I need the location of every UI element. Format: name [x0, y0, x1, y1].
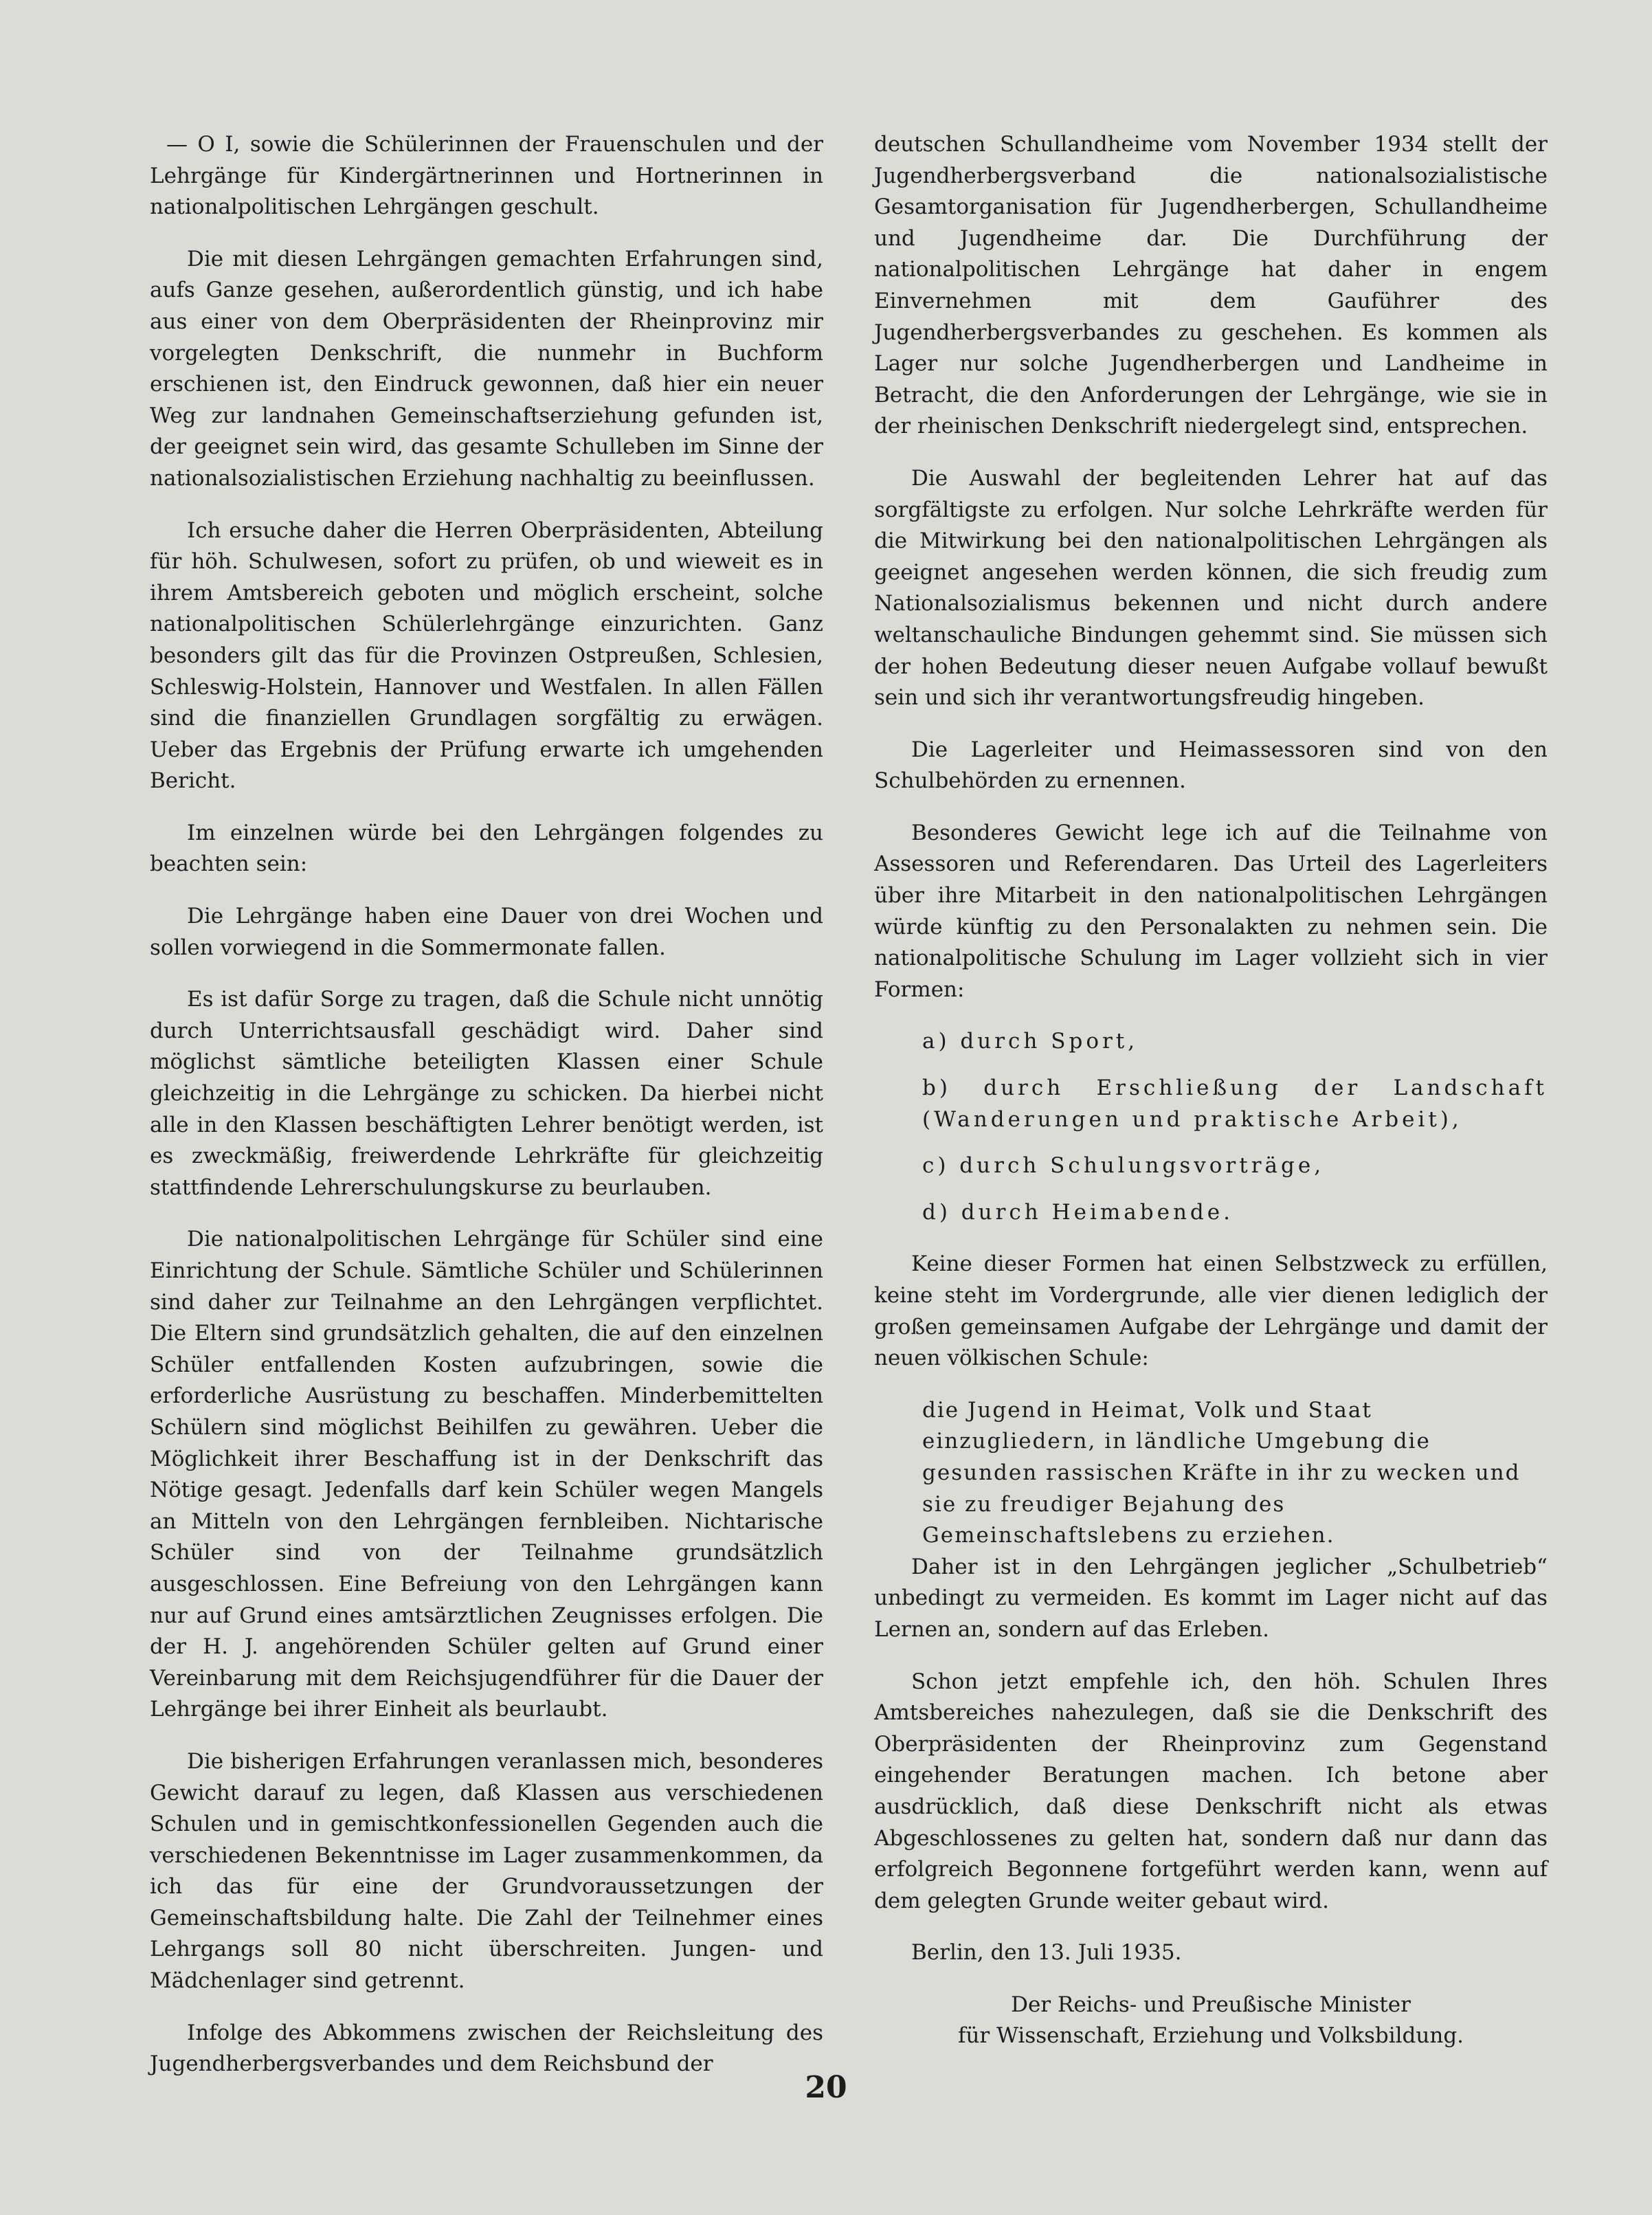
paragraph: Ich ersuche daher die Herren Oberpräsidenten, Abteilung für höh. Schulwesen, sofort zu prüfen, ob und wieweit es in ihrem Amtsbereich geboten und möglich erscheint, solche nationalpolitischen Schülerlehrgänge einzurichten. Ganz besonders gilt das für die Provinzen Ostpreußen, Schlesien, Schleswig-Holstein, Hannover und Westfalen. In allen Fällen sind die finanziellen Grundlagen sorgfältig zu erwägen. Ueber das Ergebnis der Prüfung erwarte ich umgehenden Bericht.: [150, 517, 823, 794]
paragraph: Im einzelnen würde bei den Lehrgängen folgendes zu beachten sein:: [150, 820, 823, 877]
paragraph: Die nationalpolitischen Lehrgänge für Schüler sind eine Einrichtung der Schule. Sämtliche Schüler und Schülerinnen sind daher zur Teilnahme an den Lehrgängen verpflichtet. Die Eltern sind grundsätzlich gehalten, die auf den einzelnen Schüler entfallenden Kosten aufzubringen, sowie die erforderliche Ausrüstung zu beschaffen. Minderbemittelten Schülern sind möglichst Beihilfen zu gewähren. Ueber die Möglichkeit ihrer Beschaffung ist in der Denkschrift das Nötige gesagt. Jedenfalls darf kein Schüler wegen Mangels an Mitteln von den Lehrgängen fernbleiben. Nichtarische Schüler sind von der Teilnahme grundsätzlich ausgeschlossen. Eine Befreiung von den Lehrgängen kann nur auf Grund eines amtsärztlichen Zeugnisses erfolgen. Die der H. J. angehörenden Schüler gelten auf Grund einer Vereinbarung mit dem Reichsjugendführer für die Dauer der Lehrgänge bei ihrer Einheit als beurlaubt.: [150, 1227, 823, 1722]
list-item: a) durch Sport,: [922, 1029, 1139, 1054]
paragraph: Besonderes Gewicht lege ich auf die Teilnahme von Assessoren und Referendaren. Das Urteil des Lagerleiters über ihre Mitarbeit in den nationalpolitischen Lehrgängen würde künftig zu den Personalakten zu nehmen sein. Die nationalpolitische Schulung im Lager vollzieht sich in vier Formen:: [874, 820, 1548, 1002]
paragraph: Die Lehrgänge haben eine Dauer von drei Wochen und sollen vorwiegend in die Sommermonate fallen.: [150, 904, 823, 960]
paragraph: Die Auswahl der begleitenden Lehrer hat auf das sorgfältigste zu erfolgen. Nur solche Lehrkräfte werden für die Mitwirkung bei den nationalpolitischen Lehrgängen als geeignet angesehen werden können, die sich freudig zum Nationalsozialismus bekennen und nicht durch andere weltanschauliche Bindungen gehemmt sind. Sie müssen sich der hohen Bedeutung dieser neuen Aufgabe vollauf bewußt sein und sich ihr verantwortungsfreudig hingeben.: [874, 465, 1548, 711]
paragraph: deutschen Schullandheime vom November 1934 stellt der Jugendherbergsverband die nationalsozialistische Gesamtorganisation für Jugendherbergen, Schullandheime und Jugendheime dar. Die Durchführung der nationalpolitischen Lehrgänge hat daher in engem Einvernehmen mit dem Gauführer des Jugendherbergsverbandes zu geschehen. Es kommen als Lager nur solche Jugendherbergen und Landheime in Betracht, die den Anforderungen der Lehrgänge, wie sie in der rheinischen Denkschrift niedergelegt sind, entsprechen.: [874, 132, 1548, 439]
right-column: [874, 129, 1548, 2052]
block-quote: die Jugend in Heimat, Volk und Staat einzugliedern, in ländliche Umgebung die gesunden rassischen Kräfte in ihr zu wecken und sie zu freudiger Bejahung des Gemeinschaftslebens zu erziehen.: [922, 1397, 1521, 1548]
list-item: c) durch Schulungsvorträge,: [922, 1153, 1325, 1179]
forms-list: [922, 1026, 1548, 1228]
paragraph: Daher ist in den Lehrgängen jeglicher „Schulbetrieb“ unbedingt zu vermeiden. Es kommt im Lager nicht auf das Lernen an, sondern auf das Erleben.: [874, 1554, 1548, 1642]
signature-line-1: Der Reichs- und Preußische Minister: [1011, 1992, 1411, 2017]
paragraph: Die Lagerleiter und Heimassessoren sind von den Schulbehörden zu ernennen.: [874, 737, 1548, 794]
list-item: d) durch Heimabende.: [922, 1199, 1234, 1225]
paragraph: Keine dieser Formen hat einen Selbstzweck zu erfüllen, keine steht im Vordergrunde, alle vier dienen lediglich der großen gemeinsamen Aufgabe der Lehrgänge und damit der neuen völkischen Schule:: [874, 1251, 1548, 1371]
paragraph: Schon jetzt empfehle ich, den höh. Schulen Ihres Amtsbereiches nahezulegen, daß sie die Denkschrift des Oberpräsidenten der Rheinprovinz zum Gegenstand eingehender Beratungen machen. Ich betone aber ausdrücklich, daß diese Denkschrift nicht als etwas Abgeschlossenes zu gelten hat, sondern daß nur dann das erfolgreich Begonnene fortgeführt werden kann, wenn auf dem gelegten Grunde weiter gebaut wird.: [874, 1669, 1548, 1913]
paragraph: Es ist dafür Sorge zu tragen, daß die Schule nicht unnötig durch Unterrichtsausfall geschädigt wird. Daher sind möglichst sämtliche beteiligten Klassen einer Schule gleichzeitig in die Lehrgänge zu schicken. Da hierbei nicht alle in den Klassen beschäftigten Lehrer benötigt werden, ist es zweckmäßig, freiwerdende Lehrkräfte für gleichzeitig stattfindende Lehrerschulungskurse zu beurlauben.: [150, 987, 823, 1200]
paragraph: — O I, sowie die Schülerinnen der Frauenschulen und der Lehrgänge für Kindergärtnerinnen und Hortnerinnen in nationalpolitischen Lehrgängen geschult.: [150, 132, 823, 220]
page-number: 20: [805, 2070, 847, 2105]
left-column: [150, 129, 823, 2101]
date-line: Berlin, den 13. Juli 1935.: [911, 1940, 1182, 1966]
paragraph: Infolge des Abkommens zwischen der Reichsleitung des Jugendherbergsverbandes und dem Reichsbund der: [150, 2020, 823, 2077]
list-item: b) durch Erschließung der Landschaft (Wanderungen und praktische Arbeit),: [922, 1076, 1548, 1132]
signature-line-2: für Wissenschaft, Erziehung und Volksbildung.: [957, 2023, 1464, 2049]
paragraph: Die mit diesen Lehrgängen gemachten Erfahrungen sind, aufs Ganze gesehen, außerordentlich günstig, und ich habe aus einer von dem Oberpräsidenten der Rheinprovinz mir vorgelegten Denkschrift, die nunmehr in Buchform erschienen ist, den Eindruck gewonnen, daß hier ein neuer Weg zur landnahen Gemeinschaftserziehung gefunden ist, der geeignet sein wird, das gesamte Schulleben im Sinne der nationalsozialistischen Erziehung nachhaltig zu beeinflussen.: [150, 246, 823, 491]
paragraph: Die bisherigen Erfahrungen veranlassen mich, besonderes Gewicht darauf zu legen, daß Klassen aus verschiedenen Schulen und in gemischtkonfessionellen Gegenden auch die verschiedenen Bekenntnisse im Lager zusammenkommen, da ich das für eine der Grundvoraussetzungen der Gemeinschaftsbildung halte. Die Zahl der Teilnehmer eines Lehrgangs soll 80 nicht überschreiten. Jungen- und Mädchenlager sind getrennt.: [150, 1748, 823, 1994]
